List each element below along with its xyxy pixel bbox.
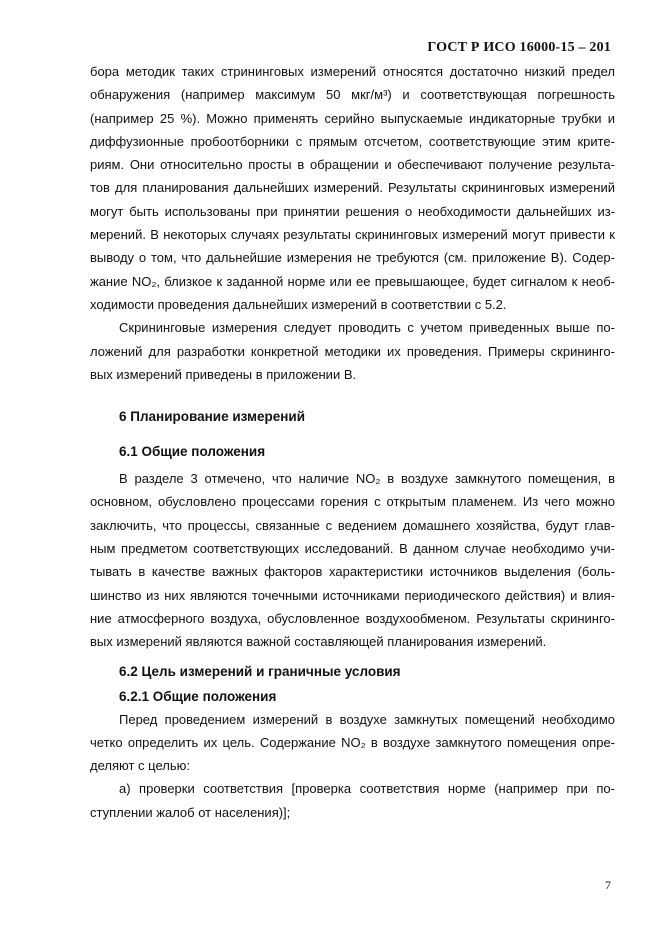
section-heading-6-2-1: 6.2.1 Общие положения (119, 688, 277, 704)
page-number: 7 (605, 878, 611, 892)
paragraph-6-1: В разделе 3 отмечено, что наличие NO₂ в воздухе замкнутого помещения, в основном, обусловлено процессами горения с открытым пламенем. Из чего можно заключить, что процессы, связанные с ведением домашнего хозяйства, будут глав-ным предметом соответствующих исследований. В данном случае необходимо учи-тывать в качестве важных факторов характеристики источников выделения (боль-шинство из них являются точечными источниками периодического действия) и влия-ние атмосферного воздуха, обусловленное воздухообменом. Результаты скрининго-вых измерений являются важной составляющей планирования измерений. (90, 471, 615, 650)
list-item-a: а) проверки соответствия [проверка соответствия норме (например при по-ступлении жалоб от населения)]; (90, 781, 615, 820)
paragraph-screening: Скрининговые измерения следует проводить с учетом приведенных выше по-ложений для разработки конкретной методики их проведения. Примеры скрининго-вых измерений приведены в приложении В. (90, 320, 615, 382)
section-heading-6-1: 6.1 Общие положения (119, 444, 266, 460)
section-heading-6-2: 6.2 Цель измерений и граничные условия (119, 663, 401, 679)
document-header: ГОСТ Р ИСО 16000-15 – 201 (427, 40, 611, 55)
section-heading-6: 6 Планирование измерений (119, 409, 306, 425)
document-body (90, 60, 615, 824)
paragraph-6-2-1: Перед проведением измерений в воздухе замкнутых помещений необходимо четко определить их цель. Содержание NO₂ в воздухе замкнутого помещения опре-деляют с целью: (90, 711, 615, 774)
paragraph-continuation: бора методик таких стрининговых измерений относятся достаточно низкий предел обнаружения (например максимум 50 мкг/м³) и соответствующая погрешность (например 25 %). Можно применять серийно выпускаемые индикаторные трубки и диффузионные пробоотборники с прямым отсчетом, соответствующие этим крите-риям. Они относительно просты в обращении и обеспечивают получение результа-тов для планирования дальнейших измерений. Результаты скрининговых измерений могут быть использованы при принятии решения о необходимости дальнейших из-мерений. В некоторых случаях результаты скрининговых измерений могут привести к выводу о том, что дальнейшие измерения не требуются (см. приложение В). Содер-жание NO₂, близкое к заданной норме или ее превышающее, будет сигналом к необ-ходимости проведения дальнейших измерений в соответствии с 5.2. (90, 64, 615, 312)
